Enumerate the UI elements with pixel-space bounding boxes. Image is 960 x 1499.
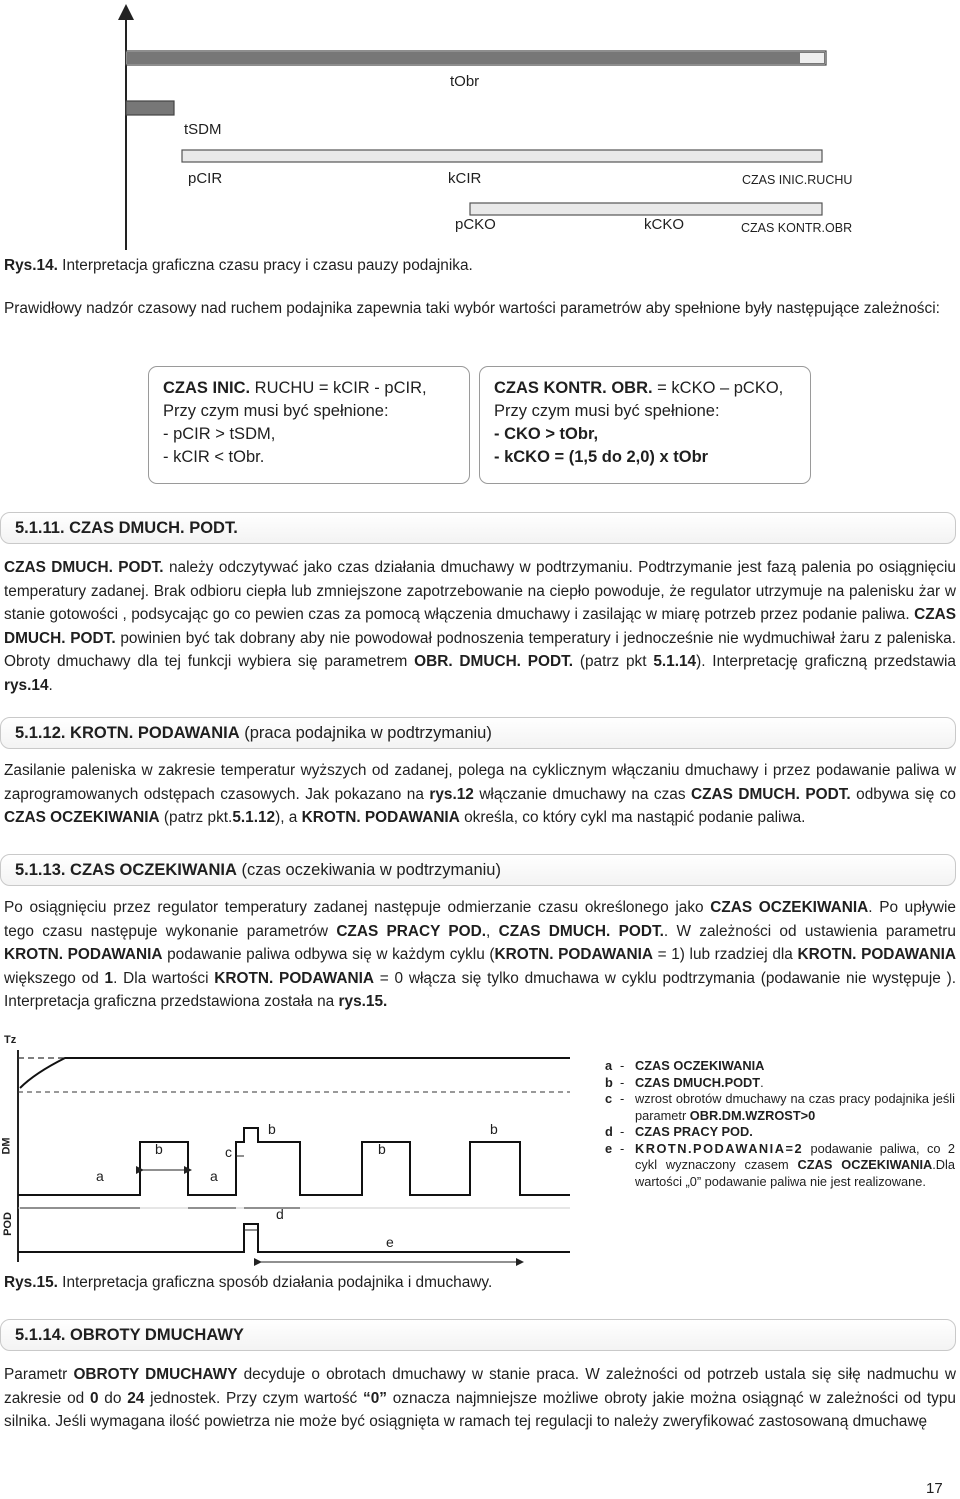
bold-run: CZAS DMUCH. PODT.	[691, 785, 851, 803]
fig15-tz-label: Tz	[4, 1034, 17, 1046]
text-run: podawanie paliwa odbywa się w każdym cyklu (	[162, 946, 495, 964]
bold-run: rys.12	[429, 785, 474, 803]
fig15-caption-prefix: Rys.15.	[4, 1274, 58, 1291]
legend-tail-b: .	[760, 1074, 764, 1090]
text-run: = 0 włącza się tylko dmuchawa w cyklu podtrzymania (podawanie nie występuje ). Interpretacja graficzna przedstawiona została na	[4, 969, 956, 1011]
fig14-caption-text: Interpretacja graficzna czasu pracy i czasu pauzy podajnika.	[57, 257, 473, 274]
fig14-pcko-label: pCKO	[455, 216, 496, 233]
formula-left-l3: - pCIR > tSDM,	[163, 425, 276, 443]
paragraph-5-1-13	[4, 896, 956, 1014]
legend-item-e	[605, 1141, 955, 1191]
fig15-letter-c: c	[225, 1144, 232, 1160]
formula-right-l4: - kCKO = (1,5 do 2,0) x tObr	[494, 448, 709, 466]
fig15-caption	[4, 1274, 492, 1292]
text-run: . W zależności od ustawienia parametru	[663, 922, 956, 940]
legend-bold-c: OBR.DM.WZROST>0	[689, 1107, 816, 1123]
fig14-kcir-label: kCIR	[448, 170, 482, 187]
text-run: powinien być tak dobrany aby nie powodował podnoszenia temperatury i jednocześnie nie wydmuchiwał żaru z paleniska. Obroty dmuchawy dla tej funkcji wybiera się parametrem	[4, 629, 956, 671]
fig15-letter-b1: b	[155, 1141, 163, 1157]
paragraph-5-1-11	[4, 556, 956, 698]
legend-dash-c: -	[620, 1091, 625, 1106]
text-run: . Dla wartości	[113, 969, 215, 987]
text-run: . Po upływie tego czasu następuje wykonanie parametrów	[4, 899, 956, 940]
bold-run: 0	[89, 1389, 99, 1407]
section-title-5-1-11: 5.1.11. CZAS DMUCH. PODT.	[15, 519, 238, 537]
formula-left-l1-bold: CZAS INIC.	[163, 379, 251, 397]
fig15-pod-label: POD	[1, 1212, 14, 1236]
legend-key-a: a	[605, 1058, 613, 1073]
intro-paragraph: Prawidłowy nadzór czasowy nad ruchem podajnika zapewnia taki wybór wartości parametrów aby spełnione były następujące zależności:	[4, 300, 940, 317]
bold-run: CZAS OCZEKIWANIA	[4, 809, 160, 827]
legend-bold-e: KROTN.PODAWANIA=2	[635, 1140, 804, 1156]
text-run: .	[48, 676, 53, 694]
section-subtitle-5-1-13: (czas oczekiwania w podtrzymaniu)	[236, 861, 501, 879]
fig14-tobr-label: tObr	[450, 73, 480, 90]
fig15-pod-waveform	[18, 1224, 570, 1252]
fig14-pcir-label: pCIR	[188, 170, 223, 187]
legend-text-c: wzrost obrotów dmuchawy na czas pracy podajnika jeśli parametr	[635, 1091, 955, 1123]
text-run: ). Interpretację graficzną przedstawia	[696, 653, 956, 671]
fig15-letter-e: e	[386, 1234, 394, 1250]
legend-text-d: CZAS PRACY POD.	[635, 1124, 753, 1139]
text-run: Parametr	[4, 1366, 74, 1383]
formula-left-l1: RUCHU = kCIR - pCIR,	[250, 379, 427, 397]
fig15-dm-label: DM	[0, 1137, 13, 1155]
section-title-5-1-12: 5.1.12. KROTN. PODAWANIA	[15, 724, 240, 742]
legend-bold2-e: CZAS OCZEKIWANIA	[797, 1157, 933, 1172]
text-run: ,	[486, 922, 499, 940]
bold-run: CZAS DMUCH. PODT.	[4, 559, 164, 576]
formula-right-l2: Przy czym musi być spełnione:	[494, 402, 720, 420]
fig14-caption	[4, 257, 473, 275]
fig14-czas-inic-label: CZAS INIC.RUCHU	[742, 173, 853, 187]
page-number: 17	[926, 1480, 943, 1497]
formula-box-right	[479, 366, 811, 484]
fig15-letter-a2: a	[210, 1168, 218, 1184]
legend-item-a	[605, 1058, 955, 1075]
text-run: większego od	[4, 969, 105, 987]
text-run: jednostek. Przy czym wartość	[144, 1389, 364, 1407]
formula-right-l3: - CKO > tObr,	[494, 425, 599, 443]
bold-run: OBROTY DMUCHAWY	[73, 1366, 238, 1383]
fig15-letter-b3: b	[378, 1141, 386, 1157]
legend-tail-e: .Dla wartości „0” podawanie paliwa nie jest realizowane.	[635, 1157, 956, 1189]
legend-dash-b: -	[620, 1074, 625, 1090]
text-run: odbywa się co	[850, 785, 956, 803]
legend-text-a: CZAS OCZEKIWANIA	[635, 1058, 765, 1073]
fig14-kcko-label: kCKO	[644, 216, 685, 233]
fig14-czas-kontr-label: CZAS KONTR.OBR	[741, 221, 853, 235]
bold-run: CZAS DMUCH. PODT.	[498, 922, 664, 940]
fig15-temperature-curve	[20, 1058, 570, 1088]
fig14-caption-prefix: Rys.14.	[4, 257, 58, 274]
section-heading-5-1-11	[0, 512, 956, 544]
text-run: = 1) lub rzadziej dla	[653, 946, 798, 964]
fig14-tsdm-label: tSDM	[184, 121, 222, 138]
text-run: Zasilanie paleniska w zakresie temperatur wyższych od zadanej, polega na cyklicznym włączaniu dmuchawy i przez podawanie paliwa w zaprogramowanych odstępach czasowych. Jak pokazano na	[4, 762, 956, 803]
formula-box-left	[148, 366, 470, 484]
legend-key-b: b	[605, 1074, 613, 1090]
paragraph-5-1-14	[4, 1363, 956, 1434]
fig15-letter-b4: b	[490, 1121, 498, 1137]
formula-right-l1: = kCKO – pCKO,	[652, 379, 784, 397]
bold-run: 1	[104, 969, 114, 987]
legend-dash-d: -	[620, 1124, 625, 1139]
text-run: Po osiągnięciu przez regulator temperatury zadanej następuje odmierzanie czasu określonego jako	[4, 899, 711, 916]
bold-run: KROTN. PODAWANIA	[301, 809, 460, 827]
fig15-dm-waveform	[18, 1128, 570, 1195]
section-title-5-1-13: 5.1.13. CZAS OCZEKIWANIA	[15, 861, 237, 879]
legend-item-c	[605, 1091, 955, 1124]
bold-run: 24	[127, 1389, 145, 1407]
bold-run: “0”	[363, 1389, 387, 1407]
text-run: do	[98, 1389, 128, 1407]
text-run: (patrz pkt	[573, 653, 654, 671]
formula-left-l2: Przy czym musi być spełnione:	[163, 402, 389, 420]
text-run: oznacza najmniejsze możliwe obroty jakie można osiągnąć w zależności od typu silnika. Jeśli wymagana ilość powietrza nie może być osiągnięta w ramach tej regulacji to należy zweryfikować zastosowaną dmuchawę	[4, 1389, 956, 1431]
bold-run: KROTN. PODAWANIA	[494, 946, 654, 964]
paragraph-5-1-12	[4, 759, 956, 830]
formula-left-l4: - kCIR < tObr.	[163, 448, 265, 466]
section-heading-5-1-14	[0, 1319, 956, 1351]
bold-run: CZAS PRACY POD.	[336, 922, 487, 940]
legend-text-e: podawanie paliwa, co 2 cykl wyznaczony czasem	[635, 1140, 955, 1172]
formula-right-l1-bold: CZAS KONTR. OBR.	[494, 379, 653, 397]
fig14-tsdm-bar	[126, 101, 174, 115]
text-run: decyduje o obrotach dmuchawy w stanie praca. W zależności od potrzeb ustala się siłę nadmuchu w zakresie od	[4, 1366, 956, 1407]
text-run: (patrz pkt.	[159, 809, 233, 827]
text-run: włączanie dmuchawy na czas	[473, 785, 692, 803]
section-heading-5-1-12	[0, 717, 956, 749]
bold-run: 5.1.14	[653, 653, 697, 671]
bold-run: OBR. DMUCH. PODT.	[414, 653, 574, 671]
text-run: należy odczytywać jako czas działania dmuchawy w podtrzymaniu. Podtrzymanie jest fazą palenia po osiągnięciu temperatury zadanej. Brak odbioru ciepła lub zmniejszone zapotrzebowanie na ciepło powoduje, że regulator utrzymuje na palenisku żar w stanie gotowości , podsycając go co pewien czas za pomocą włączenia dmuchawy i zasilając w miarę potrzeb przez podanie paliwa.	[4, 559, 956, 624]
bold-run: CZAS DMUCH. PODT.	[4, 606, 956, 647]
fig15-letter-d: d	[276, 1206, 284, 1222]
fig15-letter-b2: b	[268, 1121, 276, 1137]
bold-run: rys.14	[4, 676, 49, 694]
text-run: ), a	[275, 809, 302, 827]
fig15-letter-a1: a	[96, 1168, 104, 1184]
fig15-caption-text: Interpretacja graficzna sposób działania podajnika i dmuchawy.	[57, 1274, 493, 1291]
bold-run: rys.15.	[338, 993, 388, 1011]
legend-item-b	[605, 1075, 955, 1092]
bold-run: 5.1.12	[232, 809, 276, 827]
section-title-5-1-14: 5.1.14. OBROTY DMUCHAWY	[15, 1326, 244, 1344]
legend-dash-e: -	[620, 1140, 625, 1156]
fig15-diagram	[0, 1030, 600, 1270]
bold-run: KROTN. PODAWANIA	[797, 946, 956, 964]
legend-key-c: c	[605, 1091, 613, 1106]
fig14-kontr-bar	[470, 203, 822, 215]
bold-run: KROTN. PODAWANIA	[214, 969, 374, 987]
fig15-legend	[605, 1058, 955, 1190]
section-subtitle-5-1-12: (praca podajnika w podtrzymaniu)	[239, 724, 492, 742]
bold-run: CZAS OCZEKIWANIA	[710, 899, 869, 916]
legend-key-e: e	[605, 1140, 613, 1156]
text-run: określa, co który cykl ma nastąpić podanie paliwa.	[459, 809, 806, 827]
legend-key-d: d	[605, 1124, 613, 1139]
bold-run: KROTN. PODAWANIA	[4, 946, 163, 964]
section-heading-5-1-13	[0, 854, 956, 886]
fig14-inic-bar	[182, 150, 822, 162]
legend-item-d	[605, 1124, 955, 1141]
legend-dash-a: -	[620, 1058, 625, 1073]
legend-text-b: CZAS DMUCH.PODT	[635, 1074, 761, 1090]
